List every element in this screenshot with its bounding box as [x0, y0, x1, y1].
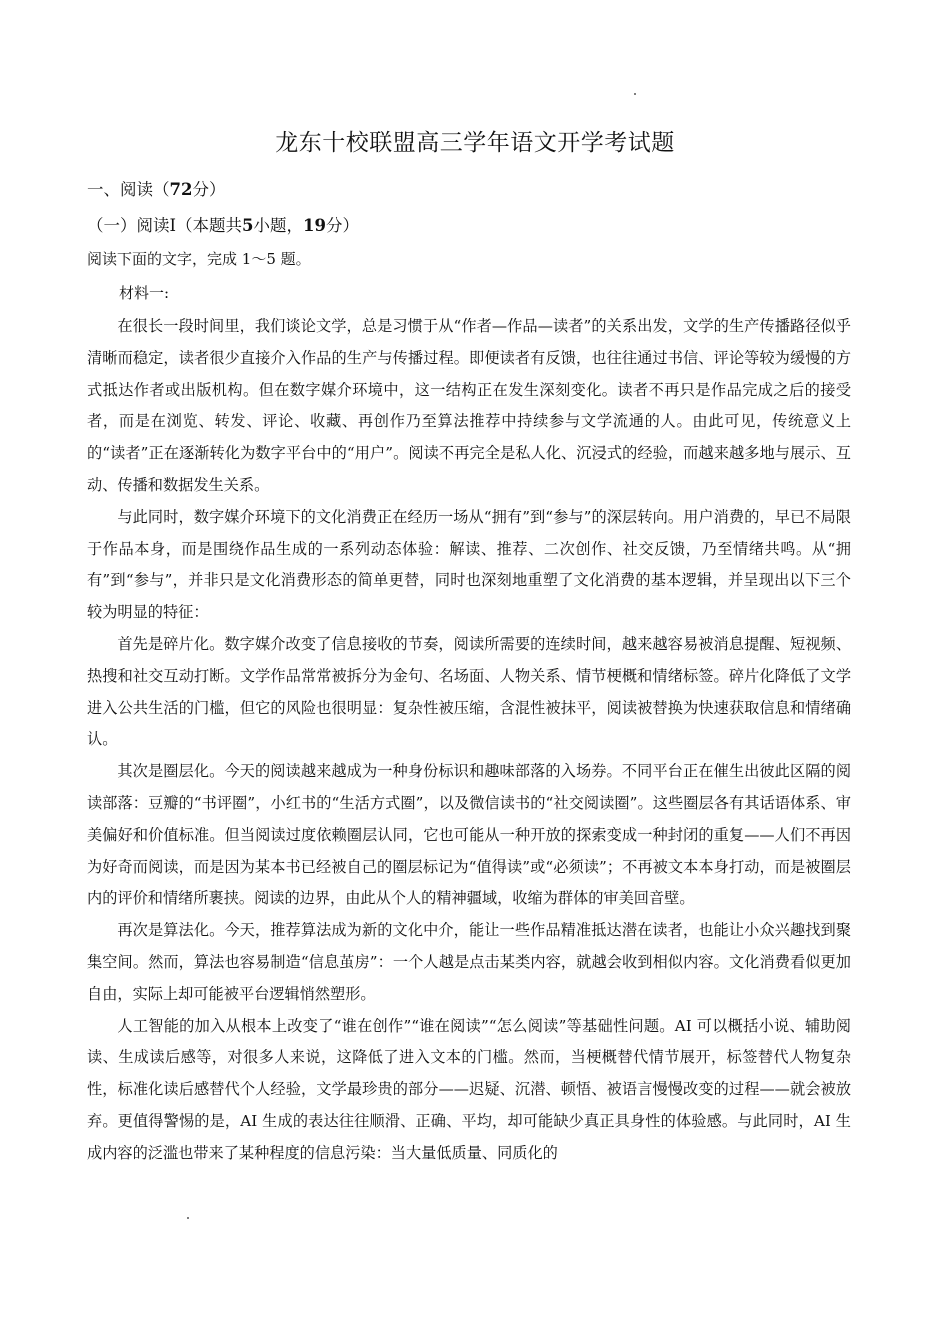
passage-paragraph: 在很长一段时间里，我们谈论文学，总是习惯于从“作者—作品—读者”的关系出发，文学的生产传播路径似乎清晰而稳定，读者很少直接介入作品的生产与传播过程。即便读者有反馈，也往往通过书信、评论等较为缓慢的方式抵达作者或出版机构。但在数字媒介环境中，这一结构正在发生深刻变化。读者不再只是作品完成之后的接受者，而是在浏览、转发、评论、收藏、再创作乃至算法推荐中持续参与文学流通的人。由此可见，传统意义上的“读者”正在逐渐转化为数字平台中的“用户”。阅读不再完全是私人化、沉浸式的经验，而越来越多地与展示、互动、传播和数据发生关系。	[87, 317, 851, 494]
passage-paragraph: 再次是算法化。今天，推荐算法成为新的文化中介，能让一些作品精准抵达潜在读者，也能让小众兴趣找到聚集空间。然而，算法也容易制造“信息茧房”：一个人越是点击某类内容，就越会收到相似内容。文化消费看似更加自由，实际上却可能被平台逻辑悄然塑形。	[87, 921, 851, 1003]
subsection-points: 19	[303, 216, 326, 235]
section-points: 72	[169, 180, 193, 199]
material-label: 材料一:	[119, 284, 170, 302]
passage-paragraph: 其次是圈层化。今天的阅读越来越成为一种身份标识和趣味部落的入场券。不同平台正在催生出彼此区隔的阅读部落：豆瓣的“书评圈”，小红书的“生活方式圈”，以及微信读书的“社交阅读圈”。这些圈层各有其话语体系、审美偏好和价值标准。但当阅读过度依赖圈层认同，它也可能从一种开放的探索变成一种封闭的重复——人们不再因为好奇而阅读，而是因为某本书已经被自己的圈层标记为“值得读”或“必须读”；不再被文本本身打动，而是被圈层内的评价和情绪所裹挟。阅读的边界，由此从个人的精神疆域，收缩为群体的审美回音壁。	[87, 762, 851, 908]
section-prefix: 一、阅读（	[87, 180, 170, 199]
passage-paragraph: 人工智能的加入从根本上改变了“谁在创作”“谁在阅读”“怎么阅读”等基础性问题。AI 可以概括小说、辅助阅读、生成读后感等，对很多人来说，这降低了进入文本的门槛。然而，当梗概替代情节展开，标签替代人物复杂性，标准化读后感替代个人经验，文学最珍贵的部分——迟疑、沉潜、顿悟、被语言慢慢改变的过程——就会被放弃。更值得警惕的是，AI 生成的表达往往顺滑、正确、平均，却可能缺少真正具身性的体验感。与此同时，AI 生成内容的泛滥也带来了某种程度的信息污染：当大量低质量、同质化的	[87, 1016, 851, 1162]
instruction-text: 阅读下面的文字，完成 1～5 题。	[87, 250, 311, 268]
subsection-suffix: 分）	[325, 216, 359, 235]
passage-paragraph: 与此同时，数字媒介环境下的文化消费正在经历一场从“拥有”到“参与”的深层转向。用户消费的，早已不局限于作品本身，而是围绕作品生成的一系列动态体验：解读、推荐、二次创作、社交反馈，乃至情绪共鸣。从“拥有”到“参与”，并非只是文化消费形态的简单更替，同时也深刻地重塑了文化消费的基本逻辑，并呈现出以下三个较为明显的特征：	[87, 507, 851, 622]
page-title: 龙东十校联盟高三学年语文开学考试题	[275, 130, 675, 156]
subsection-heading	[87, 212, 359, 236]
subsection-count: 5	[242, 216, 254, 235]
section-suffix: 分）	[192, 180, 226, 199]
passage-paragraph: 首先是碎片化。数字媒介改变了信息接收的节奏，阅读所需要的连续时间，越来越容易被消息提醒、短视频、热搜和社交互动打断。文学作品常常被拆分为金句、名场面、人物关系、情节梗概和情绪标签。碎片化降低了文学进入公共生活的门槛，但它的风险也很明显：复杂性被压缩，含混性被抹平，阅读被替换为快速获取信息和情绪确认。	[87, 634, 851, 749]
reading-passage	[87, 311, 851, 1170]
subsection-prefix: （一）阅读Ⅰ（本题共	[87, 216, 243, 235]
scan-dot	[634, 93, 636, 95]
section-heading	[87, 176, 225, 200]
subsection-mid: 小题，	[253, 216, 304, 235]
scan-dot	[187, 1217, 189, 1219]
